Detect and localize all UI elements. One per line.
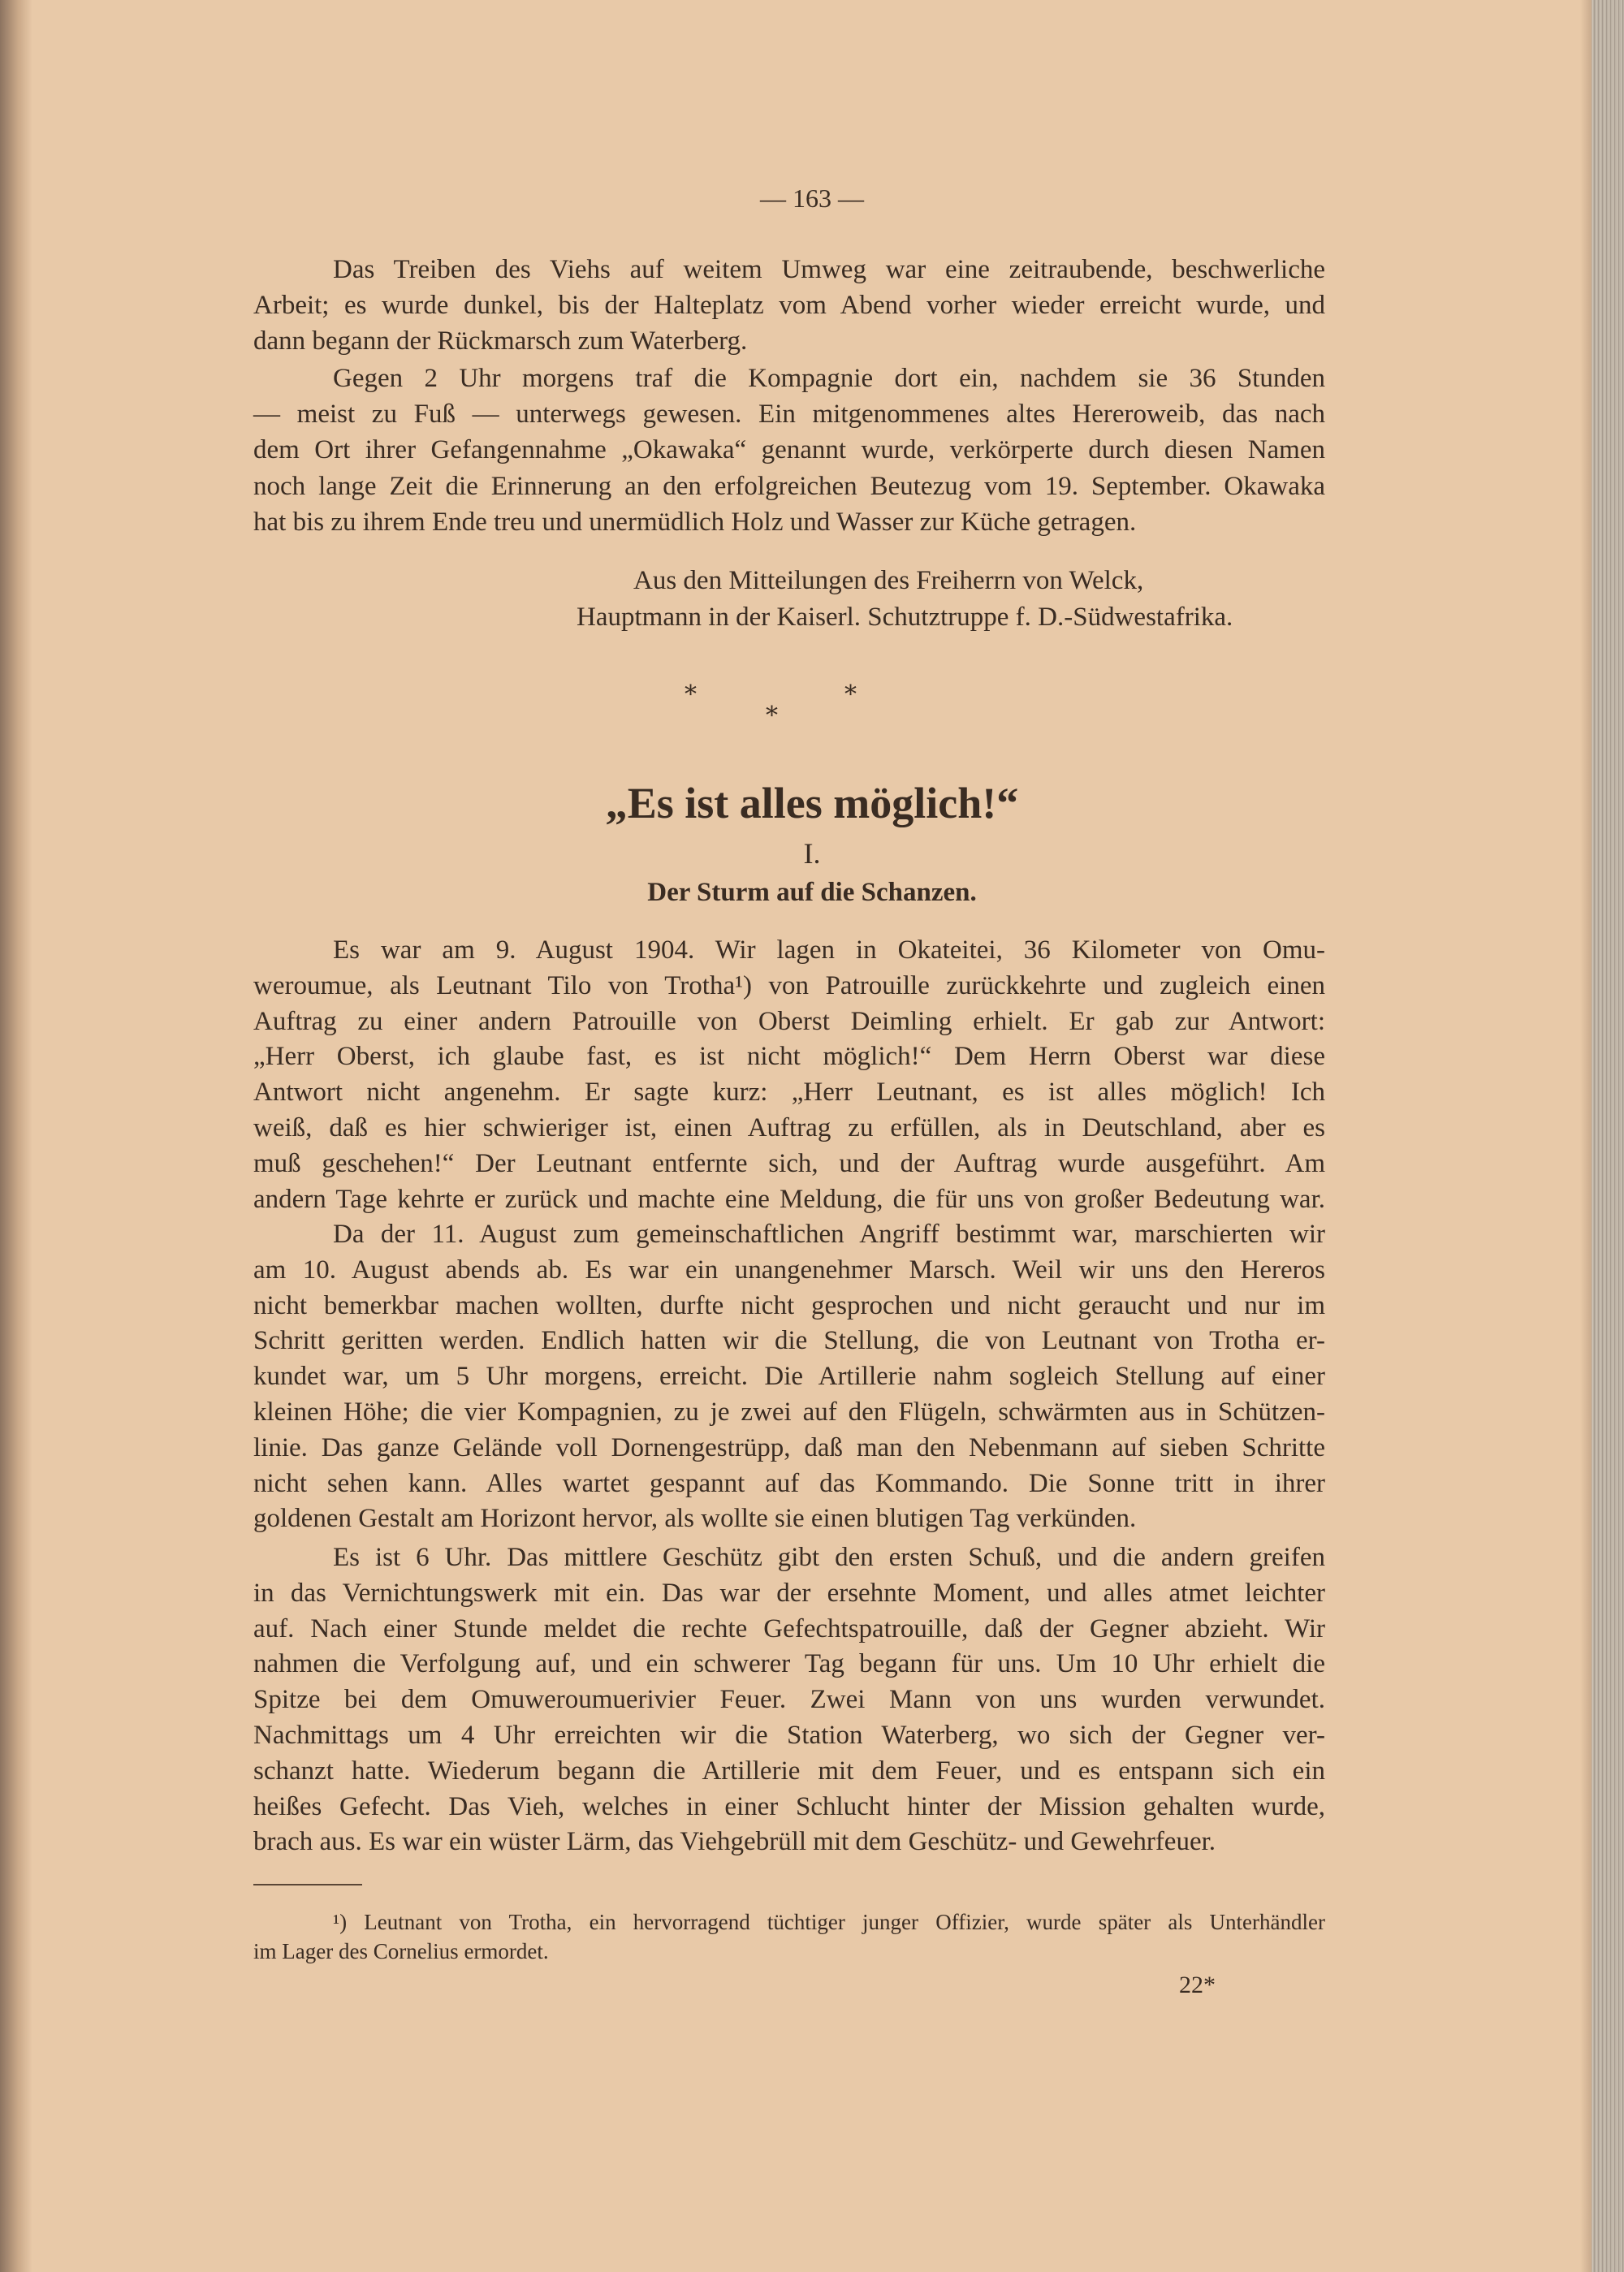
text-line: muß geschehen!“ Der Leutnant entfernte sich, und der Auftrag wurde ausgeführt. Am bbox=[253, 1148, 1325, 1178]
text-line: nicht sehen kann. Alles wartet gespannt auf das Kommando. Die Sonne tritt in ihrer bbox=[253, 1468, 1325, 1498]
text-line: in das Vernichtungswerk mit ein. Das war der ersehnte Moment, und alles atmet leichter bbox=[253, 1578, 1325, 1608]
text-line: hat bis zu ihrem Ende treu und unermüdlich Holz und Wasser zur Küche getragen. bbox=[253, 507, 1137, 537]
text-line: „Herr Oberst, ich glaube fast, es ist nicht möglich!“ Dem Herrn Oberst war diese bbox=[253, 1042, 1325, 1072]
separator-asterisk: * bbox=[844, 680, 857, 709]
separator-asterisk: * bbox=[766, 702, 778, 730]
text-line: brach aus. Es war ein wüster Lärm, das Viehgebrüll mit dem Geschütz- und Gewehrfeuer. bbox=[253, 1827, 1216, 1857]
footnote-line: im Lager des Cornelius ermordet. bbox=[253, 1939, 549, 1963]
chapter-number: I. bbox=[803, 837, 821, 870]
book-gutter bbox=[0, 0, 32, 2272]
page-number: — 163 — bbox=[760, 184, 864, 213]
text-line: Antwort nicht angenehm. Er sagte kurz: „Herr Leutnant, es ist alles möglich! Ich bbox=[253, 1078, 1325, 1108]
text-line: — meist zu Fuß — unterwegs gewesen. Ein mitgenommenes altes Hereroweib, das nach bbox=[253, 400, 1325, 430]
text-line: Gegen 2 Uhr morgens traf die Kompagnie dort ein, nachdem sie 36 Stunden bbox=[333, 364, 1325, 393]
text-line: weroumue, als Leutnant Tilo von Trotha¹) von Patrouille zurückkehrte und zugleich einen bbox=[253, 970, 1325, 1000]
text-line: schanzt hatte. Wiederum begann die Artillerie mit dem Feuer, und es entspann sich ein bbox=[253, 1756, 1325, 1786]
text-line: kleinen Höhe; die vier Kompagnien, zu je zwei auf den Flügeln, schwärmten aus in Schützen- bbox=[253, 1397, 1325, 1427]
text-line: nahmen die Verfolgung auf, und ein schwerer Tag begann für uns. Um 10 Uhr erhielt die bbox=[253, 1649, 1325, 1679]
text-line: Nachmittags um 4 Uhr erreichten wir die Station Waterberg, wo sich der Gegner ver- bbox=[253, 1721, 1325, 1750]
text-line: Da der 11. August zum gemeinschaftlichen Angriff bestimmt war, marschierten wir bbox=[333, 1220, 1325, 1249]
text-line: kundet war, um 5 Uhr morgens, erreicht. Die Artillerie nahm sogleich Stellung auf einer bbox=[253, 1362, 1325, 1392]
text-line: auf. Nach einer Stunde meldet die rechte Gefechtspatrouille, daß der Gegner abzieht. Wir bbox=[253, 1613, 1325, 1644]
text-line: Es ist 6 Uhr. Das mittlere Geschütz gibt den ersten Schuß, und die andern greifen bbox=[333, 1543, 1325, 1572]
text-line: Spitze bei dem Omuweroumuerivier Feuer. Zwei Mann von uns wurden verwundet. bbox=[253, 1685, 1325, 1715]
signature-line-2: Hauptmann in der Kaiserl. Schutztruppe f. D.-Südwestafrika. bbox=[577, 603, 1233, 632]
page-shadow bbox=[1580, 0, 1592, 2272]
text-line: Schritt geritten werden. Endlich hatten wir die Stellung, die von Leutnant von Trotha er- bbox=[253, 1326, 1325, 1356]
page-edges bbox=[1592, 0, 1624, 2272]
text-line: andern Tage kehrte er zurück und machte eine Meldung, die für uns von großer Bedeutung war. bbox=[253, 1184, 1325, 1214]
text-line: Arbeit; es wurde dunkel, bis der Halteplatz vom Abend vorher wieder erreicht wurde, und bbox=[253, 291, 1325, 321]
text-line: noch lange Zeit die Erinnerung an den erfolgreichen Beutezug vom 19. September. Okawaka bbox=[253, 471, 1325, 501]
text-line: Das Treiben des Viehs auf weitem Umweg war eine zeitraubende, beschwerliche bbox=[333, 255, 1325, 284]
text-line: dann begann der Rückmarsch zum Waterberg. bbox=[253, 326, 748, 356]
text-line: linie. Das ganze Gelände voll Dornengestrüpp, daß man den Nebenmann auf sieben Schritte bbox=[253, 1432, 1325, 1462]
text-line: am 10. August abends ab. Es war ein unangenehmer Marsch. Weil wir uns den Hereros bbox=[253, 1255, 1325, 1285]
text-line: goldenen Gestalt am Horizont hervor, als wollte sie einen blutigen Tag verkünden. bbox=[253, 1504, 1137, 1534]
signature-mark: 22* bbox=[1179, 1972, 1216, 1998]
text-line: nicht bemerkbar machen wollten, durfte nicht gesprochen und nicht geraucht und nur im bbox=[253, 1290, 1325, 1320]
text-line: weiß, daß es hier schwieriger ist, einen Auftrag zu erfüllen, als in Deutschland, aber es bbox=[253, 1113, 1325, 1142]
separator-asterisk: * bbox=[685, 680, 697, 709]
text-line: heißes Gefecht. Das Vieh, welches in einer Schlucht hinter der Mission gehalten wurde, bbox=[253, 1791, 1325, 1821]
text-line: Es war am 9. August 1904. Wir lagen in Okateitei, 36 Kilometer von Omu- bbox=[333, 935, 1325, 965]
chapter-subtitle: Der Sturm auf die Schanzen. bbox=[647, 878, 977, 907]
text-line: dem Ort ihrer Gefangennahme „Okawaka“ genannt wurde, verkörperte durch diesen Namen bbox=[253, 435, 1325, 465]
article-title: „Es ist alles möglich!“ bbox=[605, 779, 1019, 827]
footnote-line: ¹) Leutnant von Trotha, ein hervorragend tüchtiger junger Offizier, wurde später als Unterhändler bbox=[333, 1910, 1325, 1934]
footnote-rule bbox=[253, 1884, 362, 1885]
text-line: Auftrag zu einer andern Patrouille von Oberst Deimling erhielt. Er gab zur Antwort: bbox=[253, 1006, 1325, 1036]
signature-line-1: Aus den Mitteilungen des Freiherrn von Welck, bbox=[633, 566, 1144, 595]
